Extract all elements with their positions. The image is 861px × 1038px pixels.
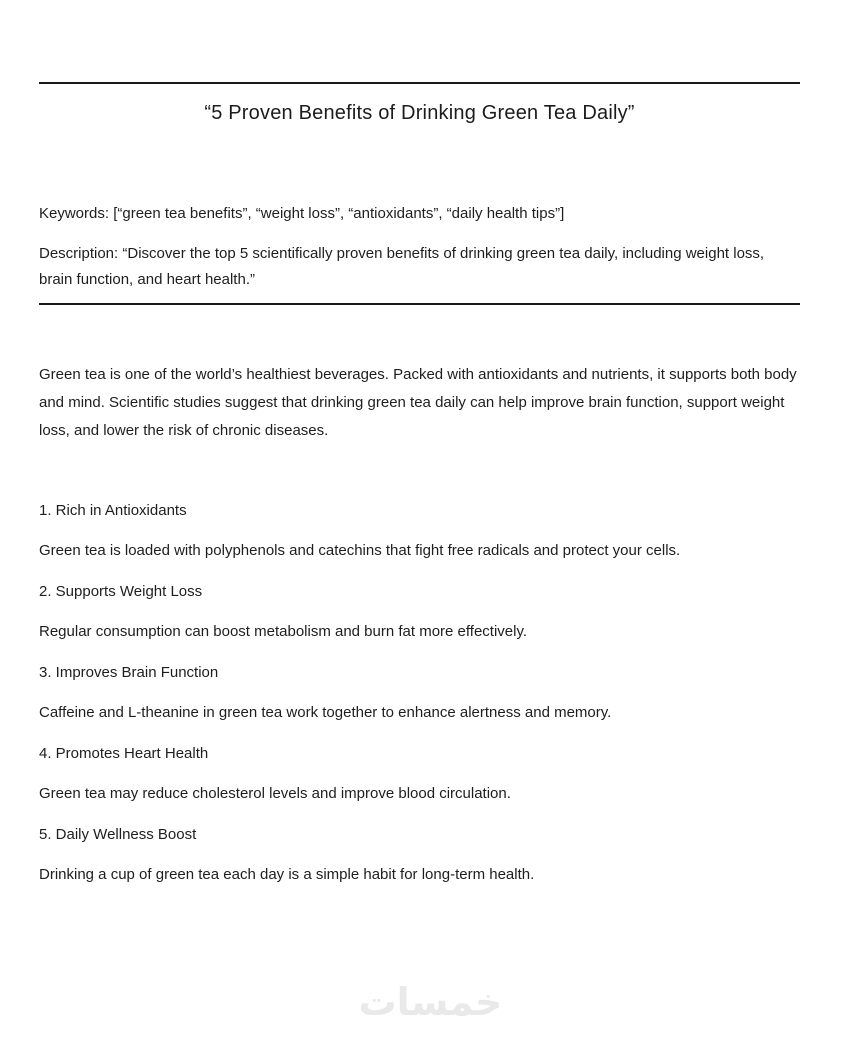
section-heading: 2. Supports Weight Loss: [39, 583, 203, 600]
section-heart-health: [39, 740, 800, 807]
top-rule: [39, 82, 800, 84]
section-antioxidants: [39, 497, 800, 564]
section-daily-wellness: [39, 821, 800, 888]
section-heading: 3. Improves Brain Function: [39, 664, 219, 681]
section-heading: 1. Rich in Antioxidants: [39, 502, 187, 519]
section-weight-loss: [39, 578, 800, 645]
keywords-line: Keywords: [“green tea benefits”, “weight loss”, “antioxidants”, “daily health tips”]: [39, 205, 565, 222]
section-brain-function: [39, 659, 800, 726]
section-heading: 4. Promotes Heart Health: [39, 745, 209, 762]
section-body: Green tea may reduce cholesterol levels and improve blood circulation.: [39, 785, 511, 802]
section-body: Regular consumption can boost metabolism and burn fat more effectively.: [39, 623, 528, 640]
section-body: Green tea is loaded with polyphenols and catechins that fight free radicals and protect your cells.: [39, 542, 681, 559]
section-body: Drinking a cup of green tea each day is a simple habit for long-term health.: [39, 866, 535, 883]
description-line: Description: “Discover the top 5 scientifically proven benefits of drinking green tea daily, including weight loss, brain function, and heart health.”: [39, 245, 765, 288]
khamsat-watermark: خمسات: [358, 980, 503, 1024]
section-heading: 5. Daily Wellness Boost: [39, 826, 197, 843]
document-content: [39, 0, 800, 888]
section-body: Caffeine and L-theanine in green tea work together to enhance alertness and memory.: [39, 704, 612, 721]
article-title: “5 Proven Benefits of Drinking Green Tea Daily”: [204, 102, 635, 124]
intro-paragraph: Green tea is one of the world’s healthiest beverages. Packed with antioxidants and nutrients, it supports both body and mind. Scientific studies suggest that drinking green tea daily can help improve brain function, support weight loss, and lower the risk of chronic diseases.: [39, 366, 797, 439]
divider-rule: [39, 303, 800, 305]
